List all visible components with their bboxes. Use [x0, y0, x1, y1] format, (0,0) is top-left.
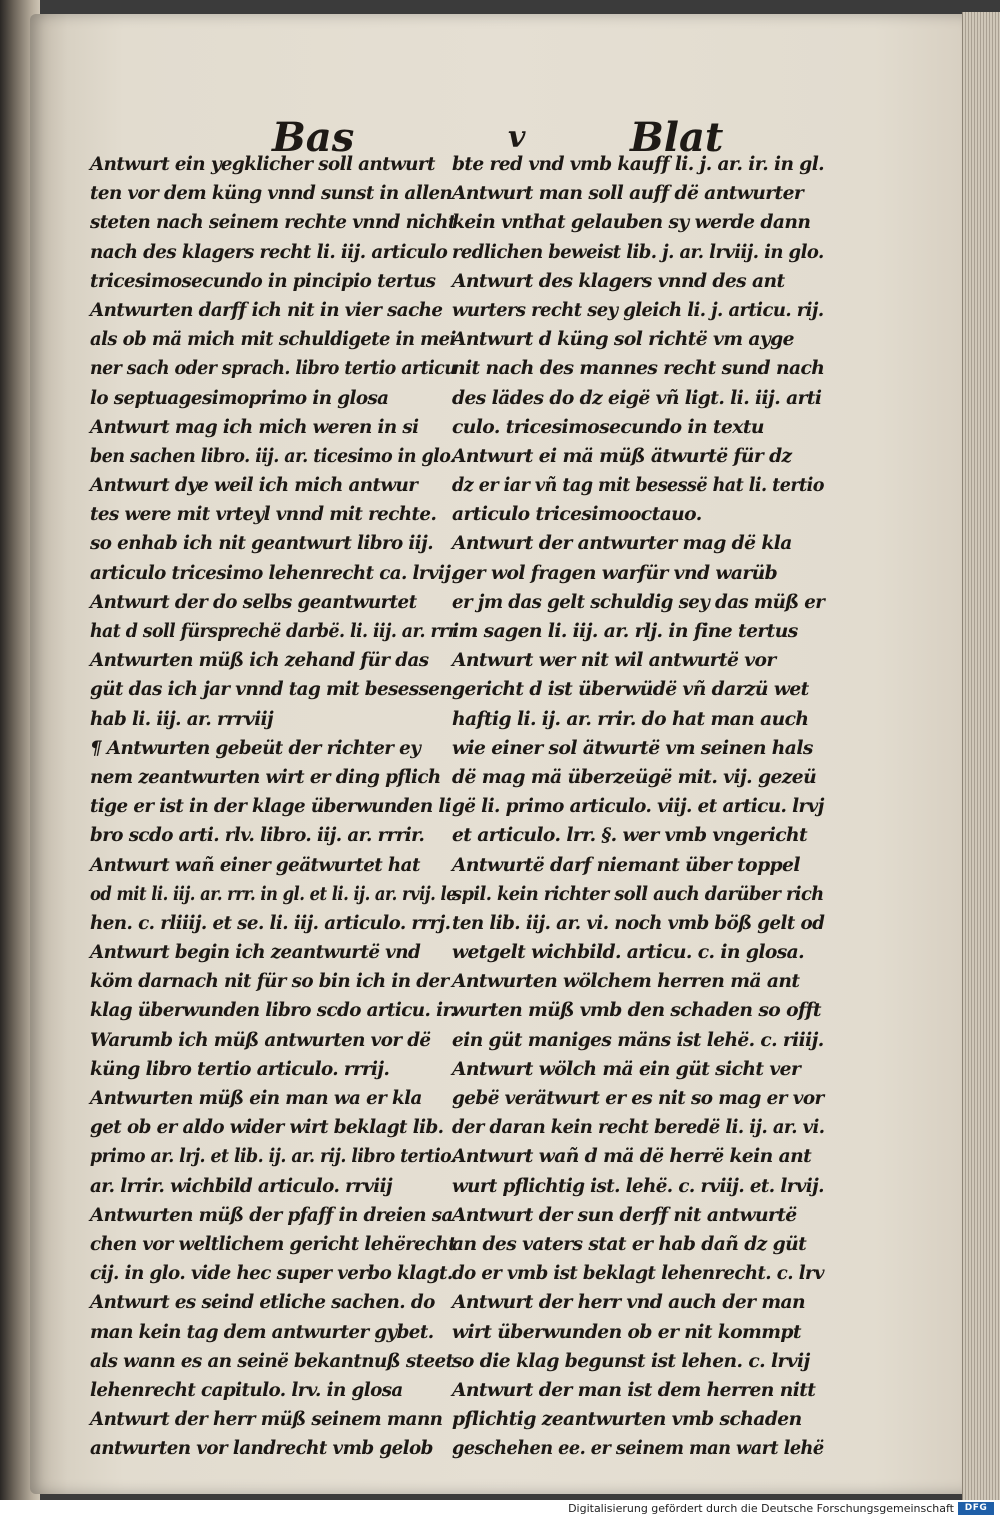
- text-line: tes were mit vrteyl vnnd mit rechte.: [90, 503, 437, 526]
- text-line: pflichtig zeantwurten vmb schaden: [452, 1408, 802, 1431]
- left-text-column: [90, 150, 470, 1463]
- text-line: wurten müß vmb den schaden so offt: [452, 999, 821, 1022]
- text-line: haftig li. ij. ar. rrir. do hat man auch: [452, 707, 809, 730]
- text-line: articulo tricesimo lehenrecht ca. lrvij.: [90, 561, 457, 584]
- text-line: lo septuagesimoprimo in glosa: [90, 386, 389, 409]
- text-line: spil. kein richter soll auch darüber rich: [452, 882, 824, 905]
- text-line: nem zeantwurten wirt er ding pflich: [90, 765, 441, 788]
- text-line: ein güt maniges mäns ist lehë. c. riiij.: [452, 1028, 824, 1051]
- text-line: ben sachen libro. iij. ar. ticesimo in glo.: [90, 444, 456, 467]
- text-line: get ob er aldo wider wirt beklagt lib.: [90, 1116, 444, 1139]
- text-line: ¶ Antwurten gebeüt der richter ey: [90, 736, 421, 759]
- text-line: Antwurt ein yegklicher soll antwurt: [90, 153, 435, 175]
- text-line: redlichen beweist lib. j. ar. lrviij. in glo.: [452, 240, 824, 263]
- text-line: Antwurt begin ich zeantwurtë vnd: [90, 941, 421, 964]
- text-line: ner sach oder sprach. libro tertio articu: [90, 357, 457, 380]
- text-line: küng libro tertio articulo. rrrij.: [90, 1057, 390, 1080]
- text-line: antwurten vor landrecht vmb gelob: [90, 1437, 433, 1460]
- text-line: dë mag mä überzeügë mit. vij. gezeü: [452, 765, 817, 788]
- text-line: Antwurten müß ich zehand für das: [90, 649, 429, 672]
- text-line: des lädes do dz eigë vñ ligt. li. iij. arti: [452, 386, 822, 409]
- text-line: Antwurt mag ich mich weren in si: [90, 415, 419, 438]
- text-line: gericht d ist überwüdë vñ darzü wet: [452, 678, 809, 701]
- right-text-column: [452, 150, 830, 1463]
- text-line: Antwurt der do selbs geantwurtet: [90, 590, 417, 613]
- text-line: gebë verätwurt er es nit so mag er vor: [452, 1087, 824, 1109]
- dfg-logo: DFG: [958, 1502, 994, 1515]
- text-line: do er vmb ist beklagt lehenrecht. c. lrv: [452, 1262, 824, 1285]
- text-line: Antwurt der herr müß seinem mann: [90, 1408, 443, 1431]
- text-line: od mit li. iij. ar. rrr. in gl. et li. ij. ar. rvij. le: [90, 882, 457, 905]
- text-line: et articulo. lrr. §. wer vmb vngericht: [452, 824, 808, 847]
- text-line: Warumb ich müß antwurten vor dë: [90, 1028, 431, 1051]
- text-line: Antwurt des klagers vnnd des ant: [452, 269, 785, 292]
- text-line: Antwurten müß ein man wa er kla: [90, 1087, 422, 1109]
- text-line: lehenrecht capitulo. lrv. in glosa: [90, 1378, 403, 1401]
- text-line: der daran kein recht beredë li. ij. ar. vi.: [452, 1116, 825, 1139]
- text-line: gë li. primo articulo. viij. et articu. lrvj: [452, 795, 824, 818]
- text-line: er jm das gelt schuldig sey das müß er: [452, 590, 825, 613]
- text-line: Antwurt d küng sol richtë vm ayge: [452, 328, 794, 351]
- text-line: man kein tag dem antwurter gybet.: [90, 1320, 434, 1343]
- text-line: Antwurten wölchem herren mä ant: [452, 970, 800, 993]
- text-line: primo ar. lrj. et lib. ij. ar. rij. libro tertio.: [90, 1145, 457, 1168]
- text-line: als wann es an seinë bekantnuß steet: [90, 1349, 454, 1372]
- footer-bar: [0, 1500, 1000, 1518]
- page-edges: [962, 12, 1000, 1500]
- text-line: Antwurt es seind etliche sachen. do: [90, 1291, 435, 1314]
- text-line: an des vaters stat er hab dañ dz güt: [452, 1232, 807, 1255]
- text-line: so enhab ich nit geantwurt libro iij.: [90, 532, 434, 555]
- running-head-left: Bas: [272, 114, 355, 161]
- text-line: wetgelt wichbild. articu. c. in glosa.: [452, 941, 805, 964]
- text-line: cij. in glo. vide hec super verbo klagt.: [90, 1262, 453, 1285]
- text-line: im sagen li. iij. ar. rlj. in fine tertus: [452, 620, 798, 642]
- text-line: Antwurt wañ d mä dë herrë kein ant: [452, 1145, 812, 1168]
- text-line: als ob mä mich mit schuldigete in mei: [90, 328, 456, 351]
- text-line: culo. tricesimosecundo in textu: [452, 415, 764, 438]
- text-line: nach des klagers recht li. iij. articulo: [90, 240, 448, 263]
- text-line: Antwurten darff ich nit in vier sache: [90, 298, 443, 321]
- text-line: köm darnach nit für so bin ich in der: [90, 970, 449, 993]
- text-line: bte red vnd vmb kauff li. j. ar. ir. in gl.: [452, 153, 825, 175]
- text-line: Antwurt ei mä müß ätwurtë für dz: [452, 444, 792, 467]
- funding-notice: Digitalisierung gefördert durch die Deutsche Forschungsgemeinschaft: [568, 1502, 954, 1515]
- text-line: dz er iar vñ tag mit besessë hat li. tertio: [452, 474, 824, 497]
- text-line: Antwurten müß der pfaff in dreien sa: [90, 1203, 453, 1226]
- text-line: hen. c. rliiij. et se. li. iij. articulo. rrrj.: [90, 911, 451, 934]
- text-line: tige er ist in der klage überwunden li: [90, 795, 452, 818]
- text-line: wirt überwunden ob er nit kommpt: [452, 1320, 801, 1343]
- text-line: kein vnthat gelauben sy werde dann: [452, 211, 811, 234]
- text-line: chen vor weltlichem gericht lehërecht: [90, 1232, 456, 1255]
- text-line: ger wol fragen warfür vnd warüb: [452, 561, 778, 584]
- running-head-right: Blat: [630, 114, 724, 161]
- text-line: ar. lrrir. wichbild articulo. rrviij: [90, 1174, 393, 1197]
- text-line: articulo tricesimooctauo.: [452, 503, 702, 526]
- text-line: wurt pflichtig ist. lehë. c. rviij. et. lrvij.: [452, 1174, 824, 1197]
- text-line: Antwurt der man ist dem herren nitt: [452, 1378, 816, 1401]
- text-line: Antwurtë darf niemant über toppel: [452, 853, 800, 876]
- text-line: Antwurt dye weil ich mich antwur: [90, 474, 418, 497]
- text-line: Antwurt wer nit wil antwurtë vor: [452, 649, 776, 672]
- text-line: tricesimosecundo in pincipio tertus: [90, 269, 436, 292]
- text-line: so die klag begunst ist lehen. c. lrvij: [452, 1349, 810, 1372]
- text-line: ten vor dem küng vnnd sunst in allen: [90, 182, 453, 205]
- folio-number: v: [508, 120, 526, 155]
- text-line: Antwurt der antwurter mag dë kla: [452, 532, 792, 555]
- text-line: Antwurt wölch mä ein güt sicht ver: [452, 1057, 801, 1080]
- text-line: wurters recht sey gleich li. j. articu. rij.: [452, 298, 824, 321]
- text-line: nit nach des mannes recht sund nach: [452, 357, 825, 380]
- text-line: ten lib. iij. ar. vi. noch vmb böß gelt od: [452, 911, 825, 934]
- text-line: Antwurt der herr vnd auch der man: [452, 1291, 806, 1314]
- text-line: klag überwunden libro scdo articu. ir.: [90, 999, 456, 1022]
- text-line: geschehen ee. er seinem man wart lehë: [452, 1437, 824, 1460]
- text-line: hat d soll fürsprechë darbë. li. iij. ar. rrr: [90, 620, 457, 642]
- text-line: hab li. iij. ar. rrrviij: [90, 707, 274, 730]
- text-line: Antwurt der sun derff nit antwurtë: [452, 1203, 797, 1226]
- book-page: [30, 14, 968, 1494]
- text-line: güt das ich jar vnnd tag mit besessen: [90, 678, 453, 701]
- text-line: Antwurt wañ einer geätwurtet hat: [90, 853, 420, 876]
- text-line: steten nach seinem rechte vnnd nicht: [90, 211, 456, 234]
- text-line: bro scdo arti. rlv. libro. iij. ar. rrrir.: [90, 824, 425, 847]
- text-line: Antwurt man soll auff dë antwurter: [452, 182, 804, 205]
- text-line: wie einer sol ätwurtë vm seinen hals: [452, 736, 813, 759]
